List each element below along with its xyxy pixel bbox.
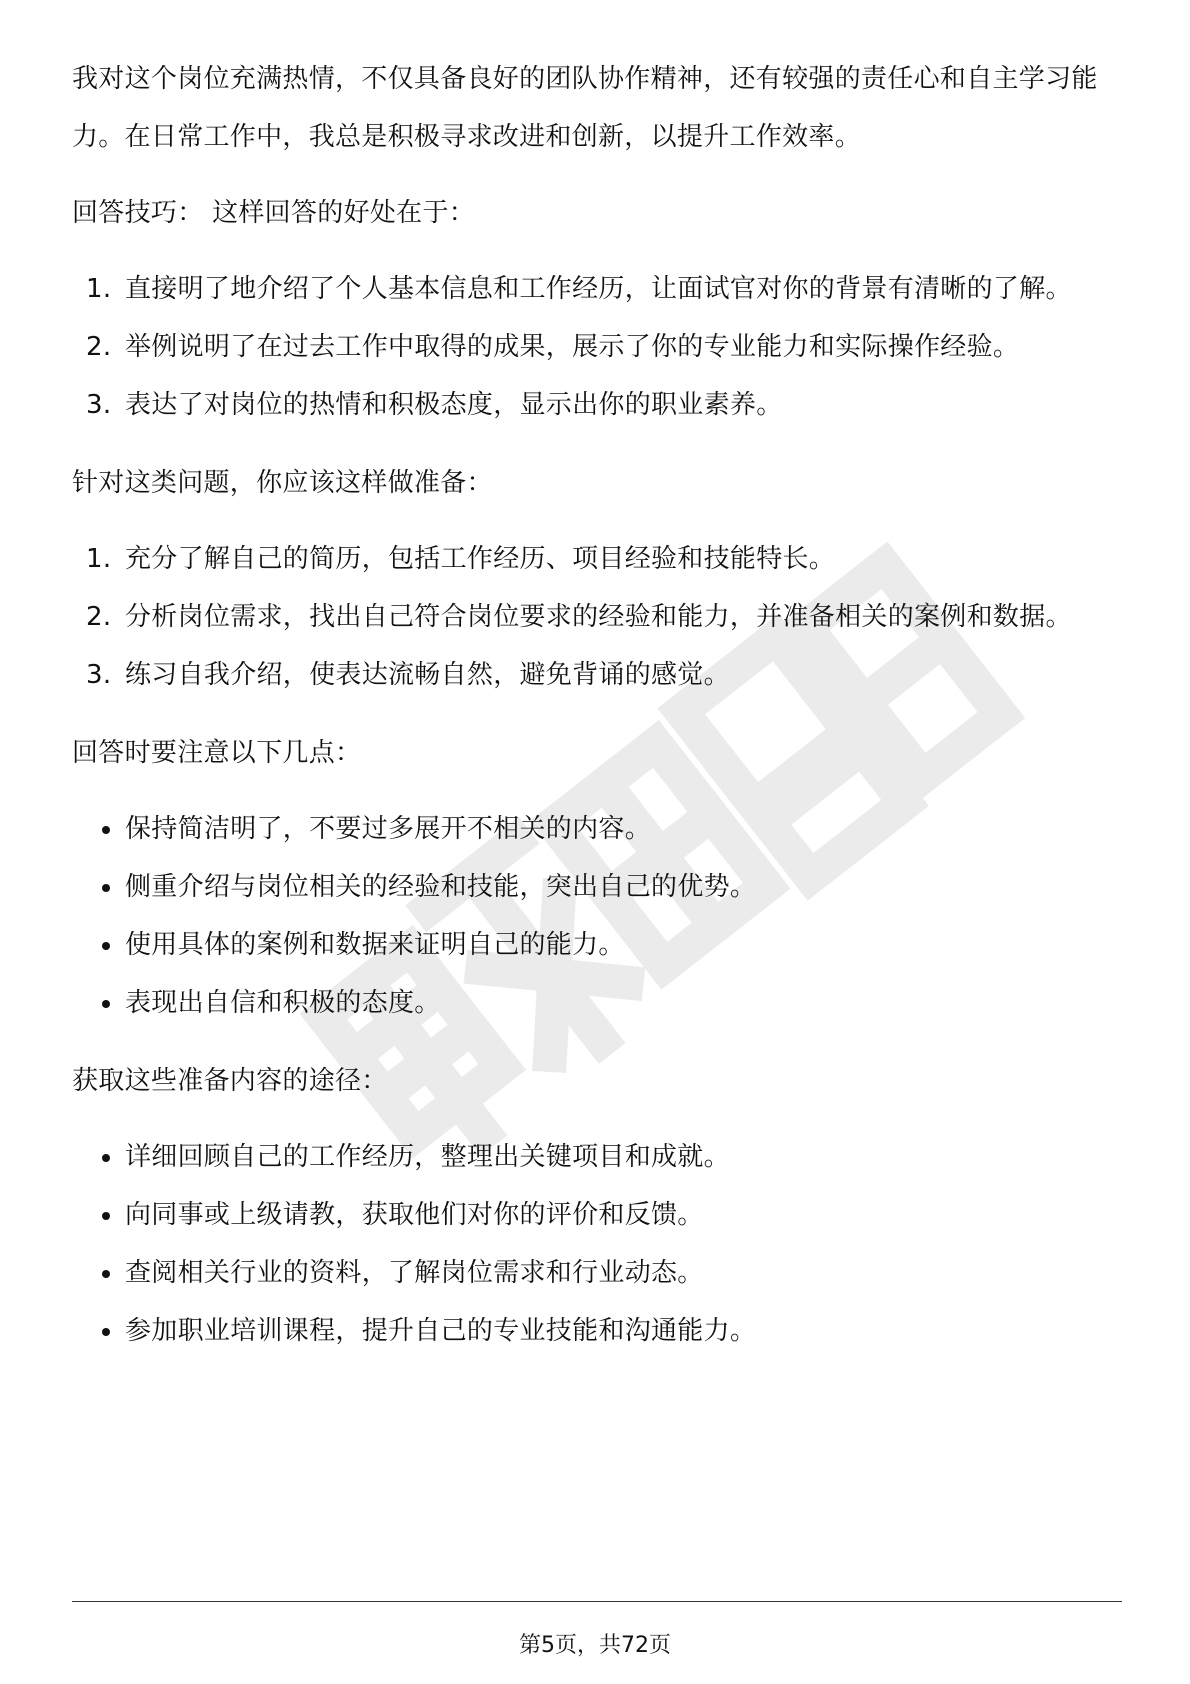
bullet-icon <box>102 1328 110 1336</box>
prep-heading: 针对这类问题，你应该这样做准备： <box>72 468 493 498</box>
list-item-text: 表现出自信和积极的态度。 <box>125 988 441 1018</box>
list-item <box>72 1244 1122 1302</box>
list-item <box>72 916 1122 974</box>
footer-divider <box>72 1601 1122 1602</box>
sources-heading: 获取这些准备内容的途径： <box>72 1066 388 1096</box>
list-item <box>72 1186 1122 1244</box>
sources-list <box>72 1128 1122 1360</box>
list-item-text: 分析岗位需求，找出自己符合岗位要求的经验和能力，并准备相关的案例和数据。 <box>125 602 1072 632</box>
list-item-text: 参加职业培训课程，提升自己的专业技能和沟通能力。 <box>125 1316 757 1346</box>
tips-list <box>72 260 1122 434</box>
list-item-text: 侧重介绍与岗位相关的经验和技能，突出自己的优势。 <box>125 872 757 902</box>
list-item <box>72 646 1122 704</box>
list-item <box>72 858 1122 916</box>
bullet-icon <box>102 884 110 892</box>
intro-paragraph: 我对这个岗位充满热情，不仅具备良好的团队协作精神，还有较强的责任心和自主学习能力。在日常工作中，我总是积极寻求改进和创新，以提升工作效率。 <box>72 64 1098 152</box>
list-item-text: 使用具体的案例和数据来证明自己的能力。 <box>125 930 625 960</box>
list-item-text: 向同事或上级请教，获取他们对你的评价和反馈。 <box>125 1200 704 1230</box>
list-item-text: 表达了对岗位的热情和积极态度，显示出你的职业素养。 <box>125 390 783 420</box>
list-number: 2. <box>86 332 112 362</box>
list-number: 1. <box>86 274 112 304</box>
list-item-text: 查阅相关行业的资料，了解岗位需求和行业动态。 <box>125 1258 704 1288</box>
list-number: 1. <box>86 544 112 574</box>
notes-heading: 回答时要注意以下几点： <box>72 738 362 768</box>
bullet-icon <box>102 1212 110 1220</box>
list-number: 3. <box>86 660 112 690</box>
list-item <box>72 530 1122 588</box>
bullet-icon <box>102 1154 110 1162</box>
list-item <box>72 800 1122 858</box>
list-item <box>72 318 1122 376</box>
list-item-text: 充分了解自己的简历，包括工作经历、项目经验和技能特长。 <box>125 544 836 574</box>
prep-list <box>72 530 1122 704</box>
list-item <box>72 1128 1122 1186</box>
list-item <box>72 376 1122 434</box>
list-item <box>72 974 1122 1032</box>
list-item-text: 保持简洁明了，不要过多展开不相关的内容。 <box>125 814 652 844</box>
bullet-icon <box>102 826 110 834</box>
bullet-icon <box>102 1270 110 1278</box>
list-item-text: 举例说明了在过去工作中取得的成果，展示了你的专业能力和实际操作经验。 <box>125 332 1020 362</box>
list-item <box>72 260 1122 318</box>
main-content <box>72 50 1122 1380</box>
list-item-text: 直接明了地介绍了个人基本信息和工作经历，让面试官对你的背景有清晰的了解。 <box>125 274 1072 304</box>
list-item <box>72 588 1122 646</box>
list-number: 3. <box>86 390 112 420</box>
list-item-text: 详细回顾自己的工作经历，整理出关键项目和成就。 <box>125 1142 730 1172</box>
list-number: 2. <box>86 602 112 632</box>
list-item-text: 练习自我介绍，使表达流畅自然，避免背诵的感觉。 <box>125 660 730 690</box>
page-number: 第5页，共72页 <box>519 1633 671 1658</box>
bullet-icon <box>102 942 110 950</box>
bullet-icon <box>102 1000 110 1008</box>
notes-list <box>72 800 1122 1032</box>
list-item <box>72 1302 1122 1360</box>
tips-heading: 回答技巧： 这样回答的好处在于： <box>72 198 476 228</box>
